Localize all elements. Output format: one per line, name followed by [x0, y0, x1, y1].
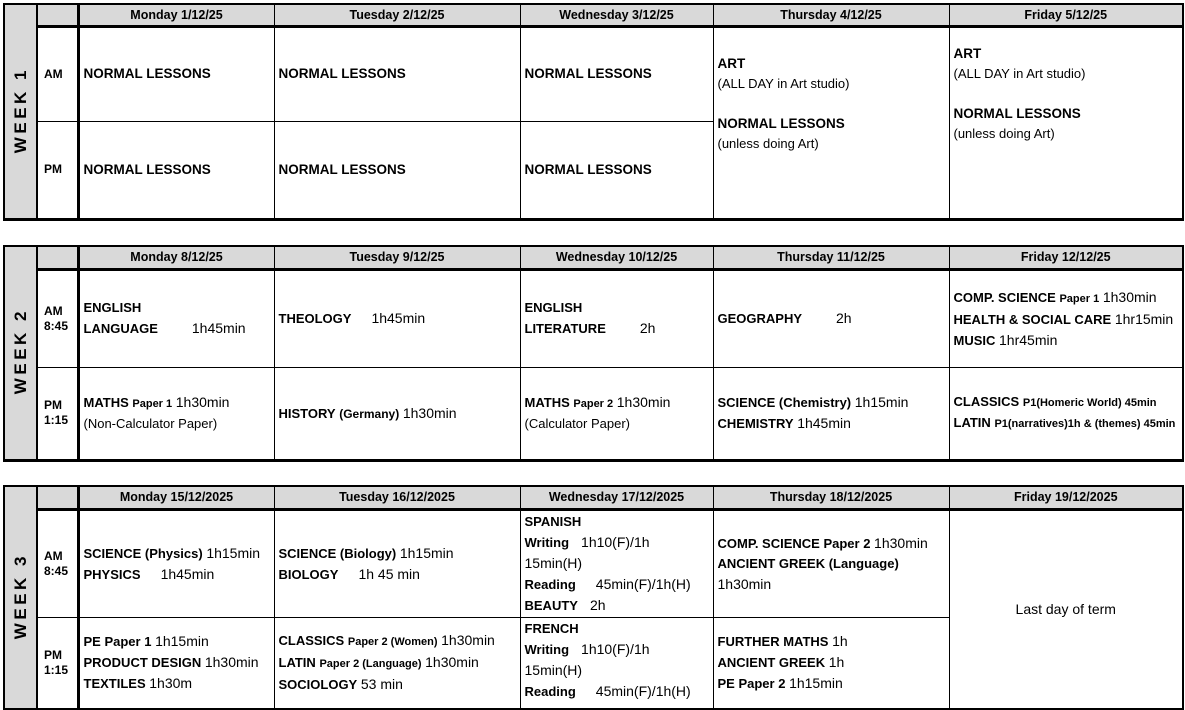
exam-duration: 1h30min	[204, 654, 259, 670]
exam-duration: 1h15min	[399, 544, 454, 561]
exam-entry	[84, 652, 270, 673]
week1-label: WEEK 1	[10, 66, 30, 153]
subject: LANGUAGE	[83, 321, 158, 336]
subject: CLASSICS	[278, 633, 345, 648]
exam-duration: 1h30min	[874, 534, 928, 551]
subject: PHYSICS	[83, 566, 141, 582]
week3-fri-cell	[949, 509, 1183, 709]
exam-duration: 1h 45 min	[358, 565, 420, 582]
week1-day-header-monday: Monday 1/12/25	[78, 4, 274, 26]
week3-corner-cell	[37, 486, 78, 509]
week1-fri-allday-cell	[949, 26, 1183, 219]
subject: MUSIC	[953, 332, 996, 348]
am-label: AM	[44, 303, 63, 318]
week1-mon-pm-cell	[78, 121, 274, 219]
am-label: AM	[44, 548, 63, 563]
subject: GEOGRAPHY	[717, 311, 803, 326]
exam-note: (ALL DAY in Art studio)	[717, 75, 850, 91]
subject: TEXTILES	[83, 676, 146, 691]
exam-entry	[718, 673, 945, 694]
exam-note: (unless doing Art)	[717, 135, 819, 151]
lesson-text: NORMAL LESSONS	[278, 161, 406, 177]
week1-corner-cell	[37, 4, 78, 26]
subject: FRENCH	[524, 620, 579, 636]
subject: LATIN	[953, 415, 991, 430]
exam-duration: 1h15min	[206, 544, 261, 561]
week3-day-header-thursday: Thursday 18/12/2025	[713, 486, 949, 509]
exam-entry	[84, 318, 270, 339]
subject: ENGLISH	[83, 300, 142, 315]
week2-mon-pm-cell	[78, 367, 274, 460]
subject: MATHS	[83, 395, 129, 410]
exam-entry	[954, 309, 1179, 330]
exam-entry	[718, 652, 945, 673]
exam-entry	[279, 674, 516, 695]
week1-pm-row-label	[37, 121, 78, 219]
week2-wed-am-cell	[520, 269, 713, 367]
exam-entry	[718, 392, 945, 413]
exam-entry	[718, 631, 945, 652]
week1-mon-am-cell	[78, 26, 274, 121]
subject: BIOLOGY	[278, 566, 339, 582]
subject: CLASSICS	[953, 394, 1020, 409]
subject: ENGLISH	[524, 300, 583, 315]
exam-entry	[954, 392, 1179, 413]
exam-entry	[718, 413, 945, 434]
lesson-text: NORMAL LESSONS	[717, 115, 845, 131]
week2-tue-am-cell	[274, 269, 520, 367]
exam-entry	[525, 318, 709, 339]
week2-day-header-tuesday: Tuesday 9/12/25	[274, 246, 520, 269]
exam-entry	[279, 652, 516, 674]
subject: ANCIENT GREEK (Language)	[717, 555, 899, 571]
week3-table	[3, 485, 1184, 710]
week3-wed-pm-cell	[520, 617, 713, 709]
week3-am-row-label	[37, 509, 78, 617]
week1-am-row-label	[37, 26, 78, 121]
pm-label: PM	[44, 398, 62, 412]
pm-label: PM	[44, 162, 62, 176]
exam-duration: 1h30min	[402, 404, 457, 421]
week3-mon-am-cell	[78, 509, 274, 617]
exam-entry	[84, 298, 270, 318]
week2-corner-cell	[37, 246, 78, 269]
exam-duration: 1h45min	[797, 415, 851, 431]
week2-label: WEEK 2	[10, 308, 30, 395]
subject: ANCIENT GREEK	[717, 655, 826, 670]
subject: LITERATURE	[524, 321, 606, 336]
lesson-text: NORMAL LESSONS	[524, 66, 652, 81]
lesson-text: NORMAL LESSONS	[278, 66, 406, 81]
am-start-time: 8:45	[44, 563, 69, 578]
subject: SCIENCE (Chemistry)	[717, 395, 852, 410]
exam-duration: 1h30min	[441, 632, 495, 648]
week3-label-cell	[4, 486, 37, 709]
subject: HEALTH & SOCIAL CARE	[953, 311, 1112, 327]
exam-entry	[84, 543, 270, 564]
pm-label: PM	[44, 647, 62, 662]
subject: COMP. SCIENCE Paper 2	[717, 535, 871, 551]
pm-start-time: 1:15	[44, 413, 69, 427]
week1-wed-pm-cell	[520, 121, 713, 219]
exam-duration: 1h45min	[160, 565, 215, 582]
exam-duration: 1h30m	[149, 675, 193, 691]
subject: ART	[953, 45, 982, 61]
subject: COMP. SCIENCE	[953, 289, 1056, 305]
paper-label: Writing	[524, 641, 570, 657]
exam-duration: 2h	[836, 310, 852, 326]
week3-day-header-monday: Monday 15/12/2025	[78, 486, 274, 509]
am-label: AM	[44, 66, 63, 81]
exam-entry	[954, 330, 1179, 351]
subject: PRODUCT DESIGN	[83, 655, 202, 670]
week2-tue-pm-cell	[274, 367, 520, 460]
paper-label: Reading	[524, 683, 576, 699]
week1-label-cell	[4, 4, 37, 219]
exam-entry	[525, 681, 709, 702]
week2-pm-row-label	[37, 367, 78, 460]
spacer	[954, 84, 1179, 104]
last-day-note: Last day of term	[1015, 601, 1116, 617]
week2-label-cell	[4, 246, 37, 460]
exam-duration: 2h	[589, 596, 606, 613]
am-start-time: 8:45	[44, 318, 69, 333]
week1-thu-allday-cell	[713, 26, 949, 219]
exam-duration: 1hr15min	[1114, 310, 1174, 327]
week3-wed-am-cell	[520, 509, 713, 617]
week3-pm-row-label	[37, 617, 78, 709]
exam-entry	[279, 403, 516, 424]
exam-duration: 1h45min	[191, 320, 246, 336]
exam-entry	[279, 308, 516, 329]
exam-duration: 1h30min	[175, 394, 230, 410]
exam-duration: 1h	[828, 654, 845, 670]
exam-duration: 53 min	[360, 676, 403, 692]
week2-fri-am-cell	[949, 269, 1183, 367]
lesson-text: NORMAL LESSONS	[83, 66, 211, 81]
week1-day-header-friday: Friday 5/12/25	[949, 4, 1183, 26]
week2-fri-pm-cell	[949, 367, 1183, 460]
exam-note: (ALL DAY in Art studio)	[953, 65, 1086, 81]
paper-label: P1(Homeric World) 45min	[1022, 397, 1157, 409]
week2-day-header-wednesday: Wednesday 10/12/25	[520, 246, 713, 269]
week3-day-header-wednesday: Wednesday 17/12/2025	[520, 486, 713, 509]
exam-entry	[954, 413, 1179, 434]
week1-tue-am-cell	[274, 26, 520, 121]
exam-entry	[525, 574, 709, 595]
week2-thu-am-cell	[713, 269, 949, 367]
week3-mon-pm-cell	[78, 617, 274, 709]
week2-day-header-monday: Monday 8/12/25	[78, 246, 274, 269]
exam-entry	[718, 308, 945, 329]
exam-entry	[279, 543, 516, 564]
exam-note: (Non-Calculator Paper)	[83, 416, 218, 431]
exam-duration: 1h15min	[854, 394, 909, 410]
paper-label: Paper 2	[573, 398, 614, 410]
exam-entry	[525, 298, 709, 318]
week2-am-row-label	[37, 269, 78, 367]
week2-day-header-friday: Friday 12/12/25	[949, 246, 1183, 269]
exam-entry	[525, 392, 709, 414]
exam-duration: 1h30min	[425, 654, 479, 670]
week2-mon-am-cell	[78, 269, 274, 367]
pm-start-time: 1:15	[44, 662, 69, 677]
paper-label: Writing	[524, 534, 570, 550]
paper-label: Paper 1	[132, 398, 173, 410]
week3-tue-am-cell	[274, 509, 520, 617]
week1-day-header-tuesday: Tuesday 2/12/25	[274, 4, 520, 26]
spacer	[718, 94, 945, 114]
exam-duration: 1h	[832, 633, 848, 649]
exam-entry	[525, 639, 709, 681]
exam-duration: 1h10(F)/1h 15min(H)	[524, 640, 650, 678]
subject: SCIENCE (Biology)	[278, 545, 397, 561]
subject: PE Paper 2	[717, 676, 786, 691]
subject: ART	[717, 55, 746, 71]
exam-duration: 1h10(F)/1h 15min(H)	[524, 533, 650, 571]
exam-entry	[84, 564, 270, 585]
exam-entry	[718, 533, 945, 554]
paper-label: (Germany)	[339, 406, 400, 421]
week2-table	[3, 245, 1184, 462]
lesson-text: NORMAL LESSONS	[83, 161, 211, 177]
week1-table	[3, 3, 1184, 221]
lesson-text: NORMAL LESSONS	[953, 105, 1081, 121]
week1-tue-pm-cell	[274, 121, 520, 219]
exam-duration: 1hr45min	[999, 331, 1058, 348]
subject: HISTORY	[278, 405, 336, 421]
exam-entry	[525, 532, 709, 574]
exam-duration: 1h30min	[616, 394, 671, 410]
week3-tue-pm-cell	[274, 617, 520, 709]
exam-entry	[84, 631, 270, 652]
paper-label: P1(narratives)1h & (themes) 45min	[994, 418, 1176, 430]
week2-thu-pm-cell	[713, 367, 949, 460]
week3-thu-am-cell	[713, 509, 949, 617]
exam-note: (Calculator Paper)	[524, 416, 630, 431]
exam-duration: 2h	[639, 320, 656, 336]
subject: SCIENCE (Physics)	[83, 545, 203, 561]
week1-day-header-wednesday: Wednesday 3/12/25	[520, 4, 713, 26]
subject: CHEMISTRY	[717, 416, 794, 431]
exam-entry	[84, 673, 270, 694]
lesson-text: NORMAL LESSONS	[524, 161, 652, 177]
paper-label: Reading	[524, 576, 576, 592]
week3-thu-pm-cell	[713, 617, 949, 709]
week2-day-header-thursday: Thursday 11/12/25	[713, 246, 949, 269]
exam-duration: 1h30min	[717, 575, 772, 592]
week1-wed-am-cell	[520, 26, 713, 121]
exam-duration: 1h15min	[789, 675, 843, 691]
subject: SOCIOLOGY	[278, 677, 358, 692]
subject: SPANISH	[524, 513, 582, 529]
week1-day-header-thursday: Thursday 4/12/25	[713, 4, 949, 26]
week3-day-header-tuesday: Tuesday 16/12/2025	[274, 486, 520, 509]
exam-entry	[525, 595, 709, 616]
exam-entry	[279, 630, 516, 652]
exam-duration: 1h15min	[155, 633, 209, 649]
exam-duration: 1h45min	[371, 310, 426, 326]
week3-label: WEEK 3	[10, 552, 30, 639]
paper-label: Paper 1	[1059, 292, 1100, 305]
subject: PE Paper 1	[83, 634, 152, 649]
subject: LATIN	[278, 655, 316, 670]
exam-entry	[84, 392, 270, 414]
paper-label: Paper 2 (Language)	[319, 658, 422, 670]
subject: BEAUTY	[524, 597, 578, 613]
exam-duration: 45min(F)/1h(H)	[595, 682, 691, 699]
paper-label: Paper 2 (Women)	[347, 636, 438, 648]
week3-day-header-friday: Friday 19/12/2025	[949, 486, 1183, 509]
exam-entry	[954, 287, 1179, 309]
exam-duration: 45min(F)/1h(H)	[595, 575, 691, 592]
subject: THEOLOGY	[278, 311, 352, 326]
exam-entry	[279, 564, 516, 585]
exam-note: (unless doing Art)	[953, 125, 1055, 141]
week2-wed-pm-cell	[520, 367, 713, 460]
subject: FURTHER MATHS	[717, 634, 829, 649]
exam-entry	[718, 554, 945, 595]
subject: MATHS	[524, 395, 570, 410]
exam-duration: 1h30min	[1102, 288, 1157, 305]
